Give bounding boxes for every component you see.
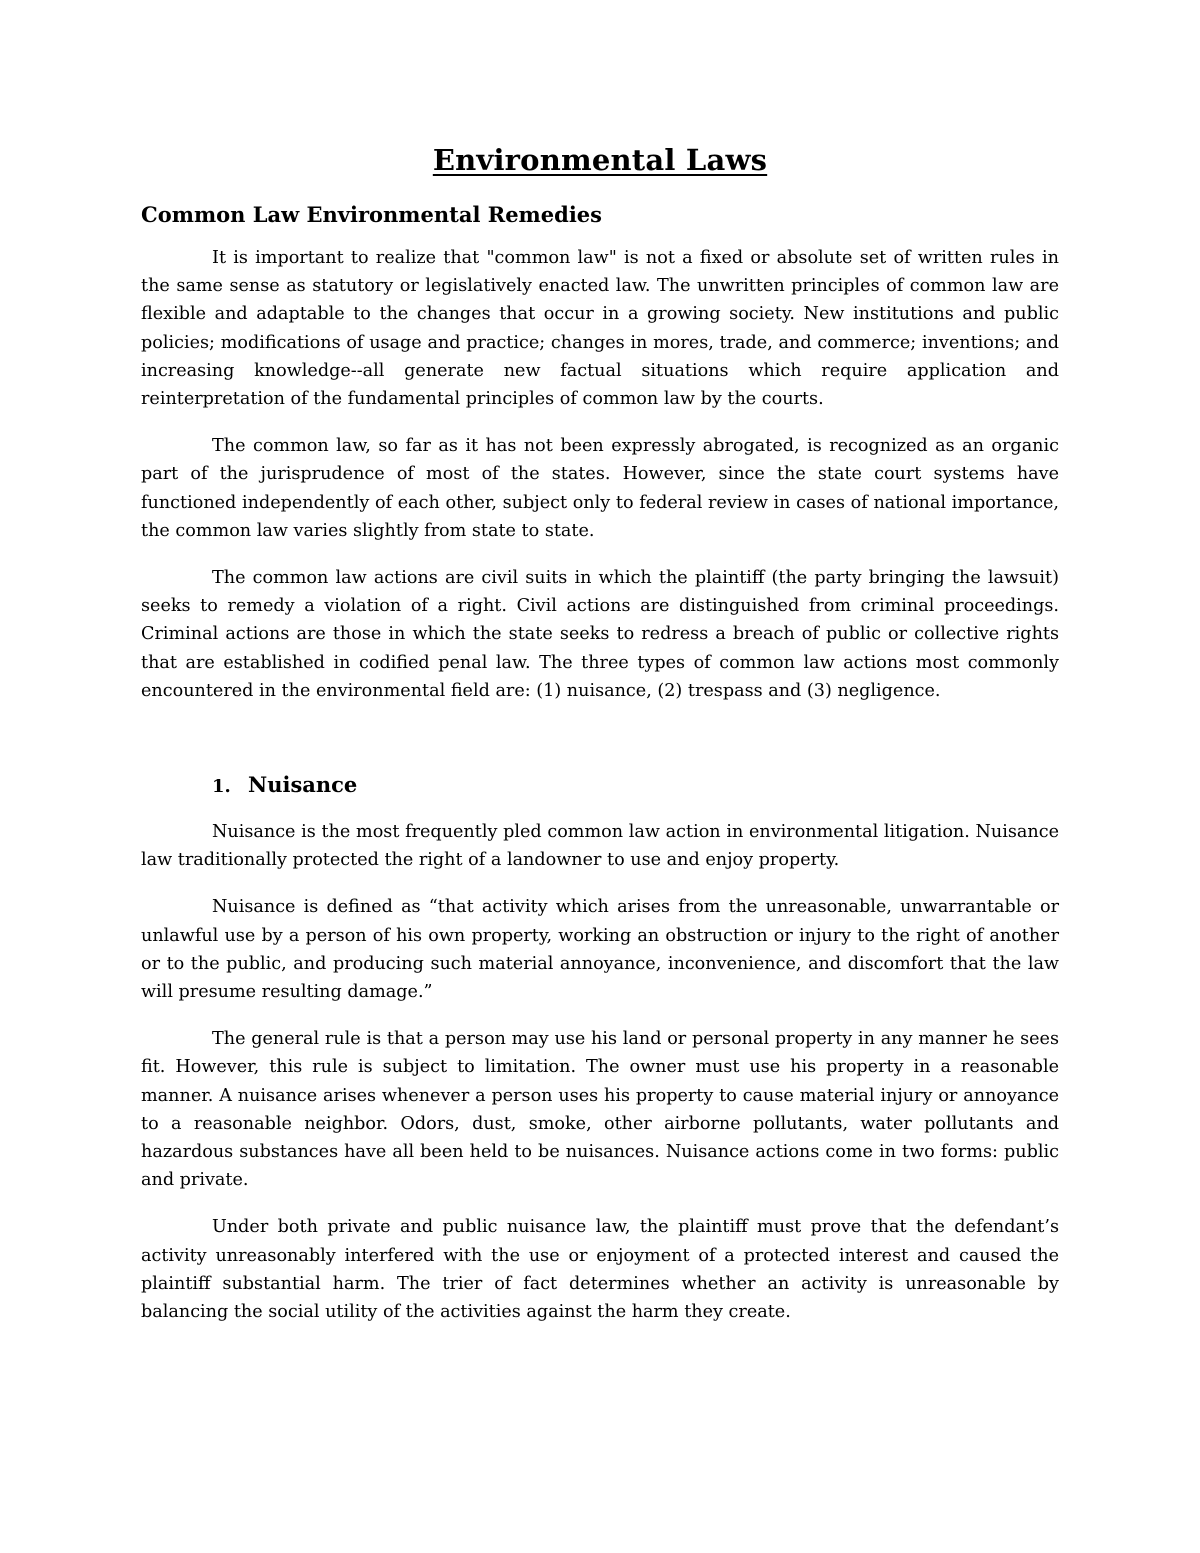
paragraph: Under both private and public nuisance law, the plaintiff must prove that the defendant’s activity unreasonably interfered with the use or enjoyment of a protected interest and caused the plaintiff substantial harm. The trier of fact determines whether an activity is unreasonable by balancing the social utility of the activities against the harm they create.: [141, 1217, 1059, 1323]
subsection-number: 1.: [212, 776, 231, 798]
document-title: Environmental Laws: [432, 143, 768, 177]
paragraph: It is important to realize that "common law" is not a fixed or absolute set of written rules in the same sense as statutory or legislatively enacted law. The unwritten principles of common law are flexible and adaptable to the changes that occur in a growing society. New institutions and public policies; modifications of usage and practice; changes in mores, trade, and commerce; inventions; and increasing knowledge--all generate new factual situations which require application and reinterpretation of the fundamental principles of common law by the courts.: [141, 248, 1059, 410]
subsection-heading: [212, 770, 1059, 802]
subsection-title: Nuisance: [248, 772, 358, 798]
paragraph: The common law, so far as it has not been expressly abrogated, is recognized as an organic part of the jurisprudence of most of the states. However, since the state court systems have functioned independently of each other, subject only to federal review in cases of national importance, the common law varies slightly from state to state.: [141, 436, 1059, 541]
paragraph: Nuisance is defined as “that activity which arises from the unreasonable, unwarrantable or unlawful use by a person of his own property, working an obstruction or injury to the right of another or to the public, and producing such material annoyance, inconvenience, and discomfort that the law will presume resulting damage.”: [141, 897, 1059, 1003]
spacer: [141, 724, 1059, 770]
paragraph: The general rule is that a person may use his land or personal property in any manner he sees fit. However, this rule is subject to limitation. The owner must use his property in a reasonable manner. A nuisance arises whenever a person uses his property to cause material injury or annoyance to a reasonable neighbor. Odors, dust, smoke, other airborne pollutants, water pollutants and hazardous substances have all been held to be nuisances. Nuisance actions come in two forms: public and private.: [141, 1029, 1059, 1191]
paragraph: Nuisance is the most frequently pled common law action in environmental litigation. Nuisance law traditionally protected the right of a landowner to use and enjoy property.: [141, 822, 1059, 871]
paragraph: The common law actions are civil suits in which the plaintiff (the party bringing the lawsuit) seeks to remedy a violation of a right. Civil actions are distinguished from criminal proceedings. Criminal actions are those in which the state seeks to redress a breach of public or collective rights that are established in codified penal law. The three types of common law actions most commonly encountered in the environmental field are: (1) nuisance, (2) trespass and (3) negligence.: [141, 568, 1059, 701]
section-heading: Common Law Environmental Remedies: [141, 202, 602, 227]
document-page: [141, 140, 1059, 1345]
